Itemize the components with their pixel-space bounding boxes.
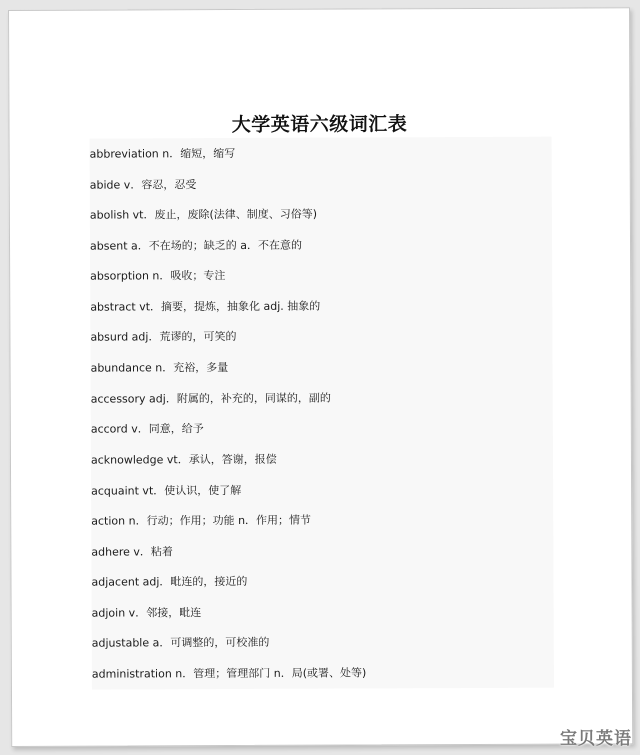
list-item: absent a．不在场的；缺乏的 a．不在意的 [90, 238, 303, 253]
list-item: absurd adj．荒谬的，可笑的 [90, 330, 237, 344]
list-item: absorption n．吸收；专注 [90, 269, 226, 283]
watermark: 宝贝英语 [560, 729, 632, 749]
list-item: abstract vt．摘要，提炼，抽象化 adj. 抽象的 [90, 299, 321, 314]
document-page [8, 7, 633, 747]
list-item: abolish vt．废止，废除(法律、制度、习俗等) [89, 207, 318, 222]
page-title: 大学英语六级词汇表 [231, 113, 408, 137]
list-item: adjoin v．邻接，毗连 [91, 606, 202, 620]
list-item: adjacent adj．毗连的，接近的 [91, 574, 248, 589]
list-item: acquaint vt．使认识，使了解 [91, 483, 242, 498]
vocabulary-list [90, 137, 554, 690]
list-item: adhere v．粘着 [91, 545, 173, 559]
list-item: abbreviation n．缩短，缩写 [89, 147, 236, 161]
list-item: accord v．同意，给予 [90, 422, 204, 436]
list-item: administration n．管理；管理部门 n．局(或署、处等) [91, 666, 367, 681]
list-item: abundance n．充裕，多量 [90, 361, 229, 375]
list-item: accessory adj．附属的，补充的，同谋的，副的 [90, 391, 331, 406]
list-item: acknowledge vt．承认，答谢，报偿 [90, 452, 277, 467]
list-item: action n．行动；作用；功能 n．作用；情节 [91, 513, 312, 528]
list-item: abide v．容忍，忍受 [89, 178, 197, 192]
list-item: adjustable a．可调整的，可校准的 [91, 635, 270, 650]
